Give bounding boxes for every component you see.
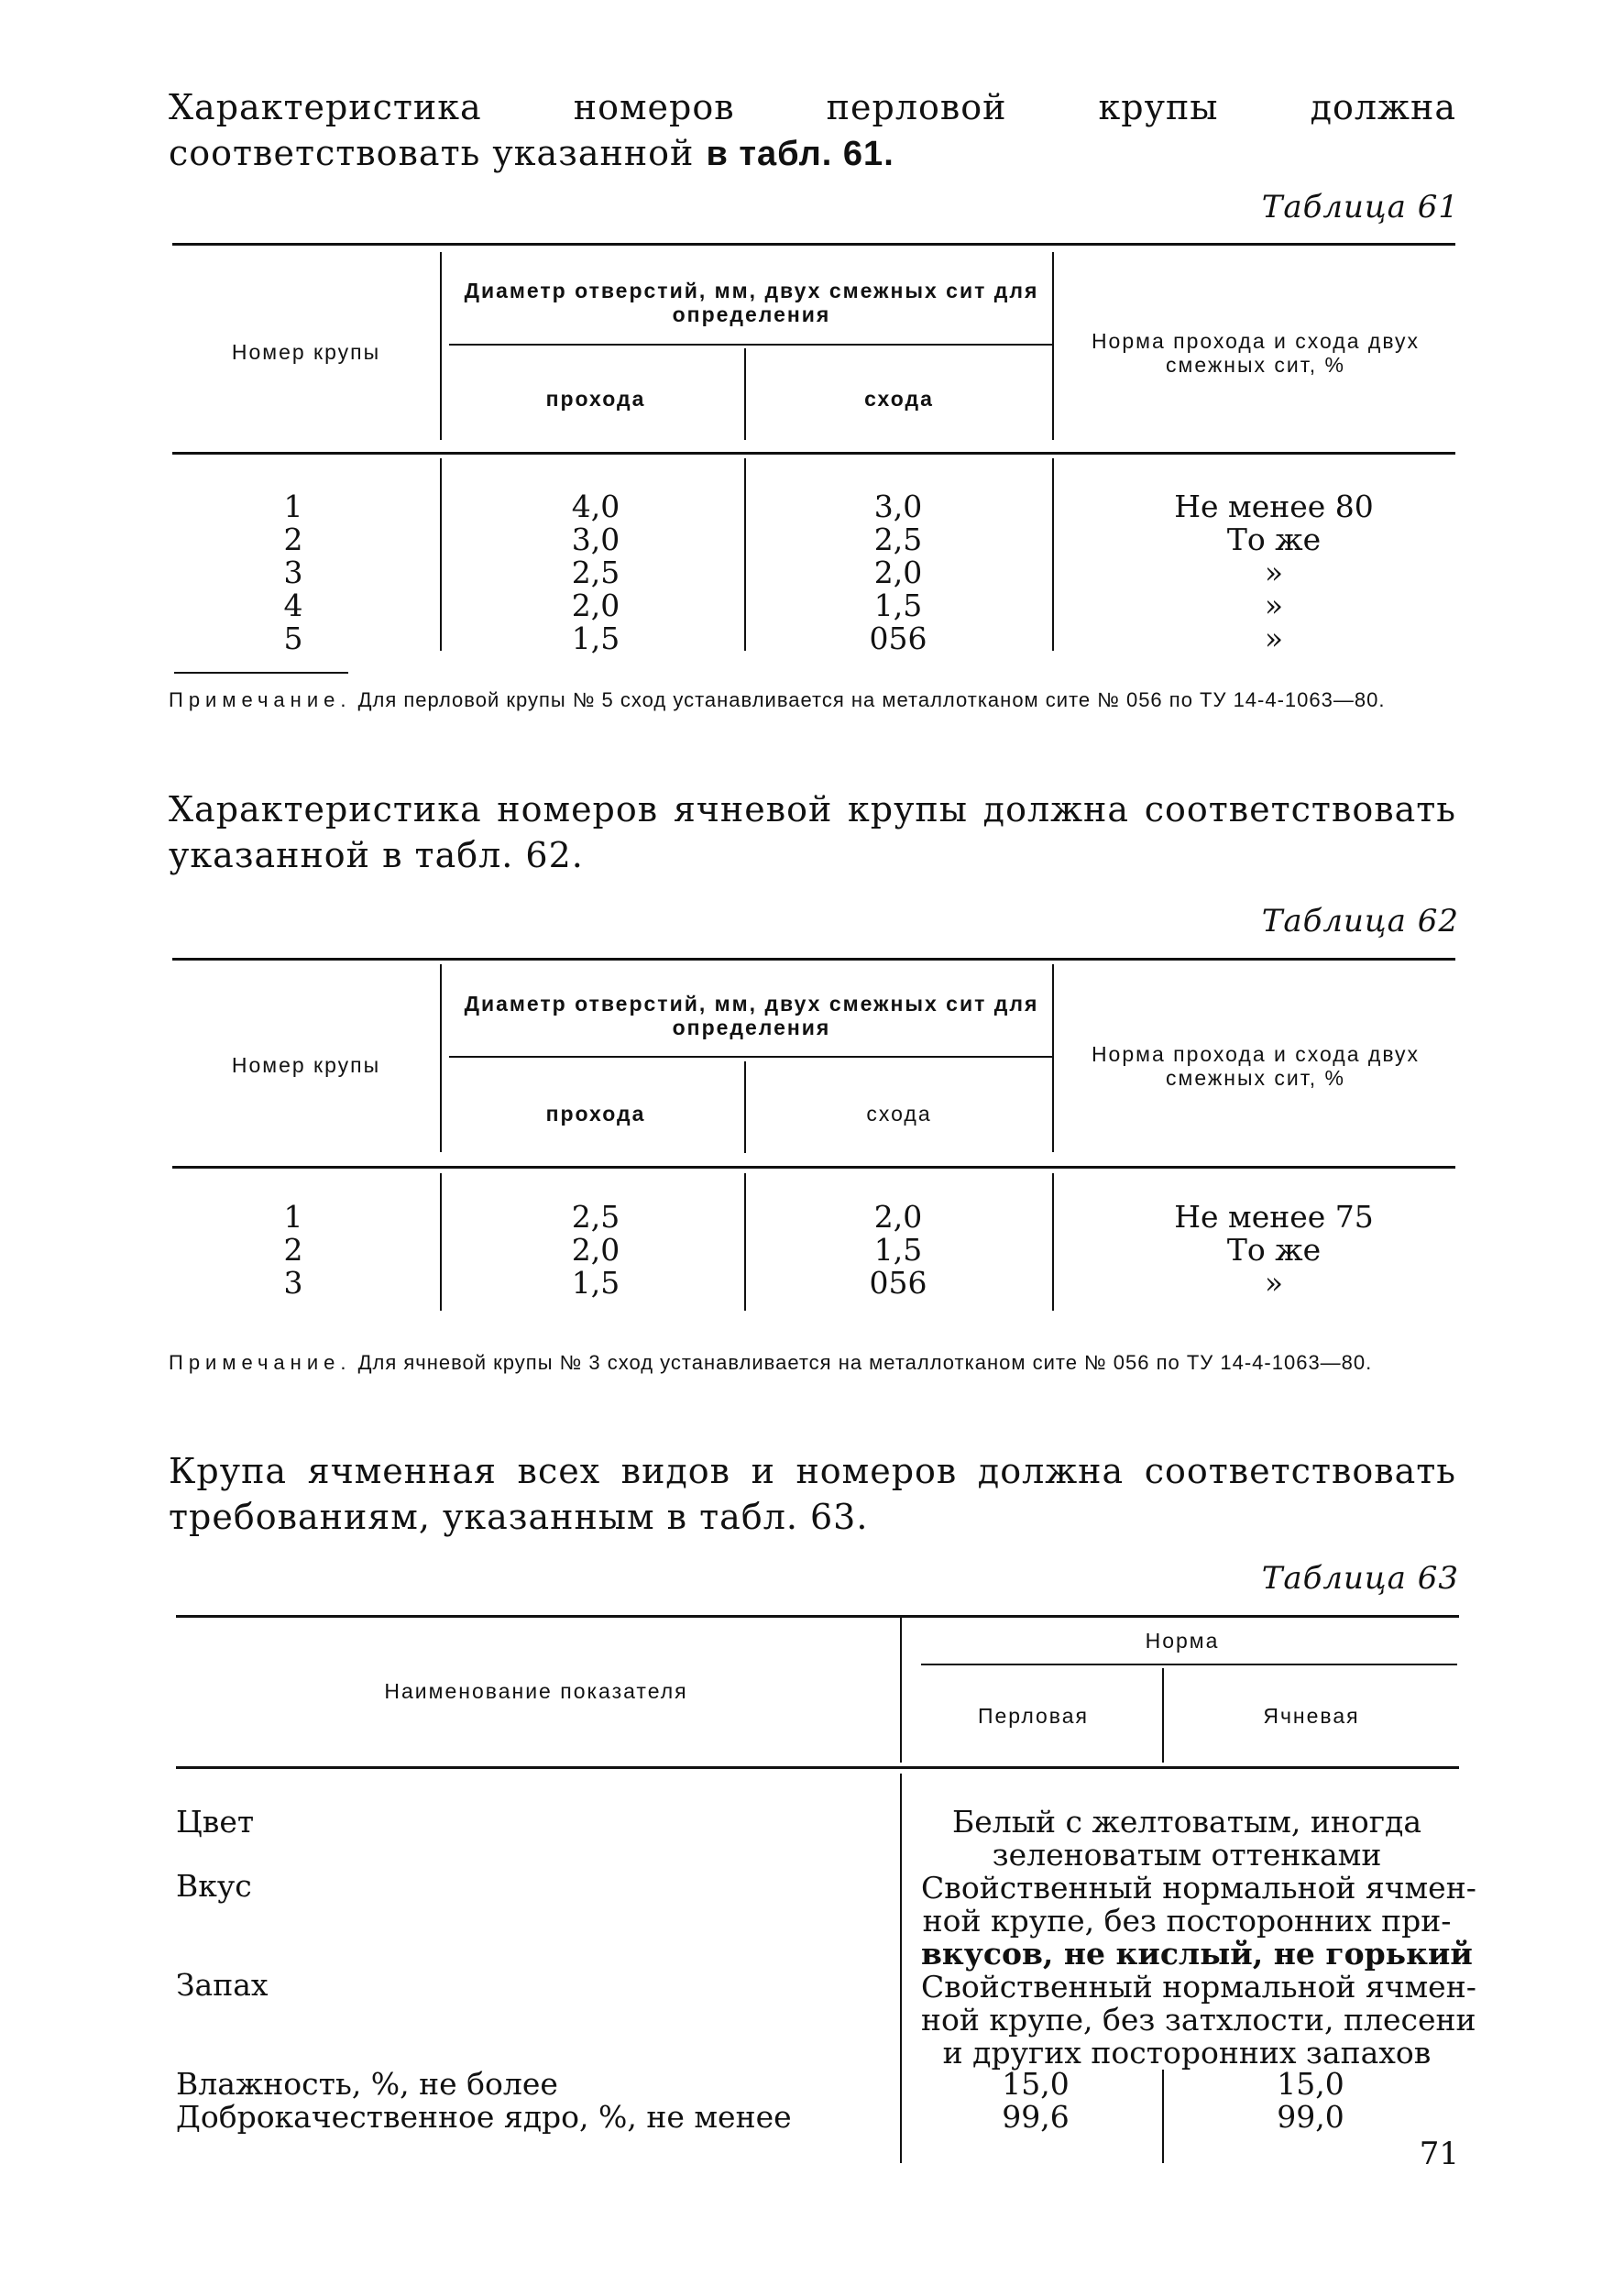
table-62-vline-3-body	[1052, 1173, 1054, 1311]
table-63-vline-1-body	[900, 1774, 902, 2163]
table-62-row-1-pass: 2,5	[571, 1199, 620, 1235]
table-61-label: Таблица 61	[1261, 189, 1459, 225]
table-62-head-number: Номер крупы	[231, 1053, 381, 1077]
table-61-note	[169, 689, 1456, 711]
table-61-row-2-pass: 3,0	[571, 522, 620, 557]
table-61-bottom-stub	[174, 672, 348, 674]
table-62-row-2-retain: 1,5	[873, 1232, 923, 1268]
table-63-head-barley: Ячневая	[1263, 1704, 1360, 1728]
table-63-row-color-name: Цвет	[176, 1804, 255, 1840]
table-61-row-3-norm: »	[1264, 555, 1284, 590]
table-61-row-4-pass: 2,0	[571, 588, 620, 623]
table-62-row-1-number: 1	[283, 1199, 303, 1235]
table-62-row-1-norm: Не менее 75	[1174, 1199, 1374, 1235]
table-63-row-color-norm	[921, 1806, 1453, 1872]
intro-paragraph-62: Характеристика номеров ячневой крупы должна соответствовать указанной в табл. 62.	[169, 789, 1456, 875]
table-61-row-5-pass: 1,5	[571, 621, 620, 656]
table-61-row-2-number: 2	[283, 522, 303, 557]
table-62-vline-1-head	[440, 964, 442, 1152]
table-61-col-number	[257, 490, 330, 655]
table-62-label: Таблица 62	[1261, 903, 1459, 939]
table-61-note-label: Примечание.	[169, 688, 352, 711]
table-61-vline-1-body	[440, 458, 442, 651]
table-61-row-3-number: 3	[283, 555, 303, 590]
table-61-vline-3-body	[1052, 458, 1054, 651]
table-61-head-retain: схода	[864, 387, 934, 411]
table-63-taste-line-2: ной крупе, без посторонних при-	[922, 1903, 1452, 1939]
table-63-smell-line-1: Свойственный нормальной ячмен-	[921, 1969, 1476, 2005]
table-62-head-rule	[172, 1166, 1455, 1169]
table-61-head-pass: прохода	[545, 387, 646, 411]
table-61-row-4-norm: »	[1264, 588, 1284, 623]
table-63-taste-line-3: вкусов, не кислый, не горький	[921, 1936, 1473, 1972]
intro-61-text: Характеристика номеров перловой крупы должна соответствовать указанной	[169, 87, 1456, 173]
table-63-smell-line-3: и других посторонних запахов	[942, 2035, 1432, 2071]
table-62-row-2-pass: 2,0	[571, 1232, 620, 1268]
table-61-col-norm	[1091, 490, 1457, 655]
table-61-row-1-number: 1	[283, 489, 303, 524]
table-61-sub-rule	[449, 344, 1054, 346]
table-63-color-line-2: зеленоватым оттенками	[992, 1837, 1382, 1873]
table-63-sub-rule	[921, 1664, 1457, 1665]
table-61-head-norm: Норма прохода и схода двух смежных сит, %	[1091, 329, 1421, 377]
table-63-vline-1-head	[900, 1618, 902, 1763]
table-62-top-rule	[172, 958, 1455, 961]
table-63-vline-2-head	[1162, 1668, 1164, 1763]
table-62-vline-2-body	[744, 1173, 746, 1311]
table-62-col-retain	[834, 1201, 962, 1300]
table-62-row-3-retain: 056	[869, 1265, 927, 1301]
table-63-head-norm: Норма	[1145, 1629, 1220, 1653]
table-63-vline-2-body	[1162, 2070, 1164, 2163]
table-61-row-4-retain: 1,5	[873, 588, 923, 623]
table-62-note	[169, 1352, 1456, 1374]
table-63-row-moisture-barley: 15,0	[1277, 2066, 1344, 2102]
table-61-vline-2-body	[744, 458, 746, 651]
table-61-head-diameter: Диаметр отверстий, мм, двух смежных сит для определения	[464, 279, 1039, 326]
table-62-head-diameter: Диаметр отверстий, мм, двух смежных сит для определения	[464, 992, 1039, 1039]
table-63-row-kernel-barley: 99,0	[1277, 2099, 1344, 2135]
table-63-taste-line-1: Свойственный нормальной ячмен-	[921, 1870, 1476, 1906]
table-62-row-3-pass: 1,5	[571, 1265, 620, 1301]
table-62-head-pass: прохода	[545, 1102, 646, 1126]
table-63-row-kernel-pearl: 99,6	[1002, 2099, 1070, 2135]
table-62-vline-3-head	[1052, 964, 1054, 1152]
table-62-col-number	[257, 1201, 330, 1300]
intro-61-ref: в табл. 61.	[706, 135, 894, 173]
table-62-sub-rule	[449, 1056, 1054, 1058]
table-61-row-2-retain: 2,5	[873, 522, 923, 557]
table-63-row-moisture-name: Влажность, %, не более	[176, 2066, 558, 2102]
table-61-row-1-norm: Не менее 80	[1174, 489, 1374, 524]
table-63-row-moisture-pearl: 15,0	[1002, 2066, 1070, 2102]
table-63-head-rule	[176, 1766, 1459, 1769]
table-62-col-pass	[532, 1201, 660, 1300]
table-61-row-4-number: 4	[283, 588, 303, 623]
table-61-note-text: Для перловой крупы № 5 сход устанавливается на металлотканом сите № 056 по ТУ 14-4-1063—80.	[357, 688, 1386, 711]
table-61-top-rule	[172, 243, 1455, 246]
table-63-smell-line-2: ной крупе, без затхлости, плесени	[921, 2002, 1476, 2038]
table-61-row-5-retain: 056	[869, 621, 927, 656]
table-61-col-retain	[834, 490, 962, 655]
table-61-head-rule	[172, 452, 1455, 455]
table-62-row-3-number: 3	[283, 1265, 303, 1301]
table-62-row-1-retain: 2,0	[873, 1199, 923, 1235]
table-62-note-text: Для ячневой крупы № 3 сход устанавливается на металлотканом сите № 056 по ТУ 14-4-1063—80.	[357, 1351, 1373, 1374]
intro-paragraph-63: Крупа ячменная всех видов и номеров должна соответствовать требованиям, указанным в табл. 63.	[169, 1451, 1456, 1537]
table-62-row-2-number: 2	[283, 1232, 303, 1268]
table-61-vline-2-head	[744, 348, 746, 440]
table-62-row-3-norm: »	[1264, 1265, 1284, 1301]
table-63-head-indicator: Наименование показателя	[384, 1679, 688, 1703]
table-62-note-label: Примечание.	[169, 1351, 352, 1374]
table-61-row-1-retain: 3,0	[873, 489, 923, 524]
table-63-head-pearl: Перловая	[977, 1704, 1089, 1728]
table-63-row-smell-norm	[921, 1969, 1476, 2071]
table-61-head-number: Номер крупы	[231, 340, 381, 364]
table-61-row-5-norm: »	[1264, 621, 1284, 656]
table-61-row-1-pass: 4,0	[571, 489, 620, 524]
table-63-row-smell-name: Запах	[176, 1967, 269, 2003]
table-61-vline-1-head	[440, 252, 442, 440]
intro-paragraph-61	[169, 84, 1456, 177]
table-61-col-pass	[532, 490, 660, 655]
table-61-vline-3-head	[1052, 252, 1054, 440]
table-63-row-taste-norm	[921, 1870, 1476, 1972]
table-63-row-taste-name: Вкус	[176, 1868, 252, 1904]
table-62-row-2-norm: То же	[1226, 1232, 1322, 1268]
table-62-head-retain: схода	[866, 1102, 932, 1126]
table-63-row-kernel-name: Доброкачественное ядро, %, не менее	[176, 2099, 792, 2135]
table-63-color-line-1: Белый с желтоватым, иногда	[952, 1804, 1421, 1840]
page-number: 71	[1419, 2136, 1459, 2172]
table-62-vline-2-head	[744, 1061, 746, 1153]
table-61-row-3-pass: 2,5	[571, 555, 620, 590]
table-62-vline-1-body	[440, 1173, 442, 1311]
table-62-head-norm: Норма прохода и схода двух смежных сит, %	[1091, 1042, 1421, 1090]
table-63-label: Таблица 63	[1261, 1560, 1459, 1597]
table-61-row-3-retain: 2,0	[873, 555, 923, 590]
table-61-row-5-number: 5	[283, 621, 303, 656]
table-61-row-2-norm: То же	[1226, 522, 1322, 557]
table-62-col-norm	[1091, 1201, 1457, 1300]
